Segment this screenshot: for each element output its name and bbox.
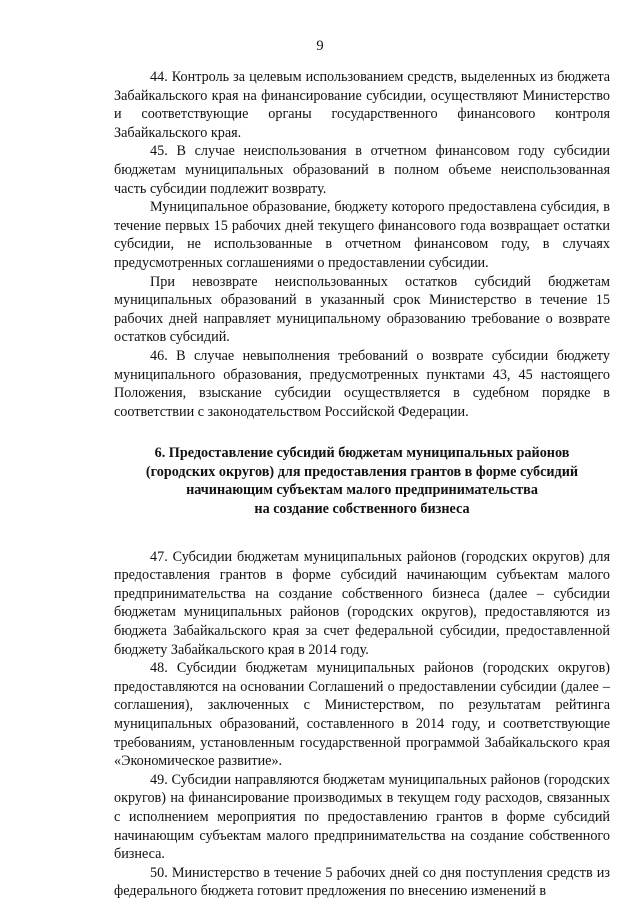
- section-heading-line: (городских округов) для предоставления грантов в форме субсидий: [145, 463, 579, 480]
- paragraph-45-municipal-return: Муниципальное образование, бюджету которого предоставлена субсидия, в течение первых 15 рабочих дней текущего финансового года возвращает остатки субсидии, не использованные в отчетном финансовом году, в случаях предусмотренных соглашениями о предоставлении субсидии.: [114, 199, 610, 271]
- paragraph-45: 45. В случае неиспользования в отчетном финансовом году субсидии бюджетам муниципальных образований в полном объеме неиспользованная часть субсидии подлежит возврату.: [114, 143, 610, 197]
- section-heading-line: 6. Предоставление субсидий бюджетам муниципальных районов: [154, 445, 570, 462]
- paragraph-45-non-return: При невозврате неиспользованных остатков субсидий бюджетам муниципальных образований в указанный срок Министерство в течение 15 рабочих дней направляет муниципальному образованию требование о возврате остатков субсидий.: [114, 273, 610, 346]
- paragraph-49: 49. Субсидии направляются бюджетам муниципальных районов (городских округов) на финансирование производимых в текущем году расходов, связанных с исполнением мероприятия по предоставлению грантов в форме субсидий начинающим субъектам малого предпринимательства на создание собственного бизнеса.: [114, 771, 610, 863]
- paragraph-50: 50. Министерство в течение 5 рабочих дней со дня поступления средств из федерального бюджета готовит предложения по внесению изменений в: [114, 864, 610, 900]
- paragraph-48: 48. Субсидии бюджетам муниципальных районов (городских округов) предоставляются на основании Соглашений о предоставлении субсидии (далее – соглашения), заключенных с Министерством, по результатам рейтинга муниципальных образований, составленного в 2014 году, и соответствующие требованиям, установленным государственной программой Забайкальского края «Экономическое развитие».: [114, 660, 610, 770]
- paragraph-47: 47. Субсидии бюджетам муниципальных районов (городских округов) для предоставления грантов в форме субсидий начинающим субъектам малого предпринимательства на создание собственного бизнеса (далее – субсидии бюджетам муниципальных районов (городских округов), предоставляются из бюджета Забайкальского края за счет федеральной субсидии, предоставленной бюджету Забайкальского края в 2014 году.: [114, 548, 610, 658]
- page-number: 9: [316, 38, 324, 54]
- paragraph-46: 46. В случае невыполнения требований о возврате субсидии бюджету муниципального образования, предусмотренных пунктами 43, 45 настоящего Положения, взыскание субсидии осуществляется в судебном порядке в соответствии с законодательством Российской Федерации.: [114, 347, 610, 420]
- section-heading-line: начинающим субъектам малого предпринимательства: [186, 482, 538, 499]
- document-body: [114, 68, 610, 901]
- section-heading: [114, 444, 610, 518]
- section-heading-line: на создание собственного бизнеса: [254, 501, 470, 518]
- paragraph-44: 44. Контроль за целевым использованием средств, выделенных из бюджета Забайкальского края на финансирование субсидии, осуществляют Министерство и соответствующие органы государственного финансового контроля Забайкальского края.: [114, 69, 610, 141]
